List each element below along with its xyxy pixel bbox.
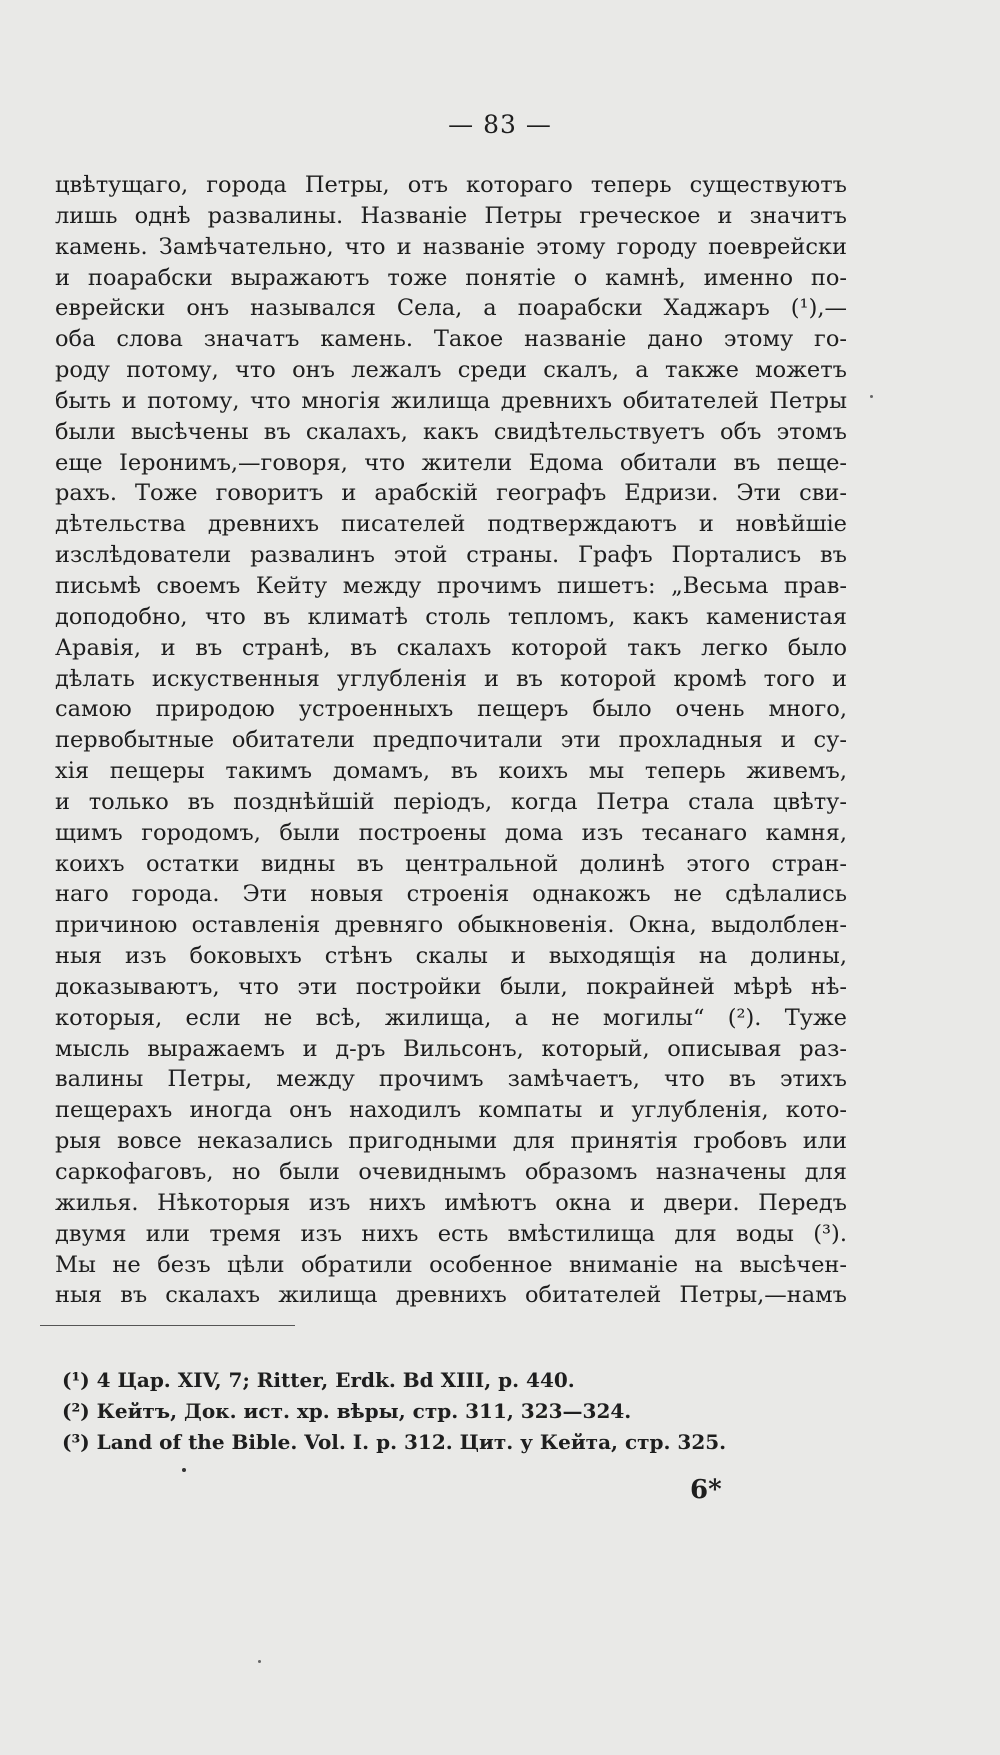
footnote: (²) Кейтъ, Док. ист. хр. вѣры, стр. 311, 323—324.: [62, 1399, 632, 1423]
text-line: пещерахъ иногда онъ находилъ компаты и углубленія, кото-: [55, 1097, 847, 1124]
text-line: хія пещеры такимъ домамъ, въ коихъ мы теперь живемъ,: [55, 758, 847, 785]
text-line: наго города. Эти новыя строенія однакожъ не сдѣлались: [55, 881, 847, 908]
main-text: [55, 170, 847, 1311]
text-line: рахъ. Тоже говоритъ и арабскій географъ Едризи. Эти сви-: [55, 480, 847, 507]
text-line: оба слова значатъ камень. Такое названіе дано этому го-: [55, 326, 847, 353]
text-line: жилья. Нѣкоторыя изъ нихъ имѣютъ окна и двери. Передъ: [55, 1189, 847, 1216]
text-line: Аравія, и въ странѣ, въ скалахъ которой такъ легко было: [55, 634, 847, 661]
signature-mark: 6*: [690, 1475, 722, 1505]
text-line: еврейски онъ назывался Села, а поарабски Хаджаръ (¹),—: [55, 295, 847, 322]
text-line: коихъ остатки видны въ центральной долинѣ этого стран-: [55, 850, 847, 877]
text-line: быть и потому, что многія жилища древнихъ обитателей Петры: [55, 387, 847, 414]
text-line: камень. Замѣчательно, что и названіе этому городу поеврейски: [55, 233, 847, 260]
text-line: изслѣдователи развалинъ этой страны. Графъ Порталисъ въ: [55, 542, 847, 569]
text-line: роду потому, что онъ лежалъ среди скалъ, а также можетъ: [55, 357, 847, 384]
text-line: причиною оставленія древняго обыкновенія. Окна, выдолблен-: [55, 912, 847, 939]
text-line: письмѣ своемъ Кейту между прочимъ пишетъ: „Весьма прав-: [55, 572, 847, 599]
text-line: доподобно, что въ климатѣ столь тепломъ, какъ каменистая: [55, 603, 847, 630]
footnote: (¹) 4 Цар. XIV, 7; Ritter, Erdk. Bd XIII, p. 440.: [62, 1368, 575, 1392]
text-line: саркофаговъ, но были очевиднымъ образомъ назначены для: [55, 1159, 847, 1185]
text-line: ныя изъ боковыхъ стѣнъ скалы и выходящія на долины,: [55, 943, 847, 970]
text-line: еще Іеронимъ,—говоря, что жители Едома обитали въ пеще-: [55, 449, 847, 476]
text-line: валины Петры, между прочимъ замѣчаетъ, что въ этихъ: [55, 1066, 847, 1093]
footnote-divider: [40, 1325, 295, 1326]
footnotes: [62, 1365, 822, 1458]
text-line: щимъ городомъ, были построены дома изъ тесанаго камня,: [55, 819, 847, 846]
text-line: которыя, если не всѣ, жилища, а не могилы“ (²). Туже: [55, 1004, 847, 1031]
text-line: первобытные обитатели предпочитали эти прохладныя и су-: [55, 727, 847, 754]
text-line: дѣлать искуственныя углубленія и въ которой кромѣ того и: [55, 665, 847, 692]
text-line: ныя въ скалахъ жилища древнихъ обитателей Петры,—намъ: [55, 1282, 847, 1309]
page-number: — 83 —: [448, 110, 552, 139]
ink-dot: [182, 1468, 186, 1472]
ink-speck: [870, 395, 873, 398]
text-line: дѣтельства древнихъ писателей подтверждаютъ и новѣйшіе: [55, 511, 847, 538]
text-line: двумя или тремя изъ нихъ есть вмѣстилища для воды (³).: [55, 1220, 847, 1247]
text-line: и поарабски выражаютъ тоже понятіе о камнѣ, именно по-: [55, 264, 847, 291]
footnote: (³) Land of the Bible. Vol. I. p. 312. Цит. у Кейта, стр. 325.: [62, 1430, 727, 1454]
text-line: самою природою устроенныхъ пещеръ было очень много,: [55, 696, 847, 723]
text-line: лишь однѣ развалины. Названіе Петры греческое и значитъ: [55, 202, 847, 229]
text-line: мысль выражаемъ и д-ръ Вильсонъ, который, описывая раз-: [55, 1035, 847, 1062]
text-line: были высѣчены въ скалахъ, какъ свидѣтельствуетъ объ этомъ: [55, 418, 847, 445]
text-line: Мы не безъ цѣли обратили особенное вниманіе на высѣчен-: [55, 1251, 847, 1278]
text-line: рыя вовсе неказались пригодными для принятія гробовъ или: [55, 1128, 847, 1155]
text-line: и только въ позднѣйшій періодъ, когда Петра стала цвѣту-: [55, 788, 847, 815]
text-line: цвѣтущаго, города Петры, отъ котораго теперь существуютъ: [55, 172, 847, 198]
text-line: доказываютъ, что эти постройки были, покрайней мѣрѣ нѣ-: [55, 973, 847, 1000]
ink-speck: [258, 1660, 261, 1663]
